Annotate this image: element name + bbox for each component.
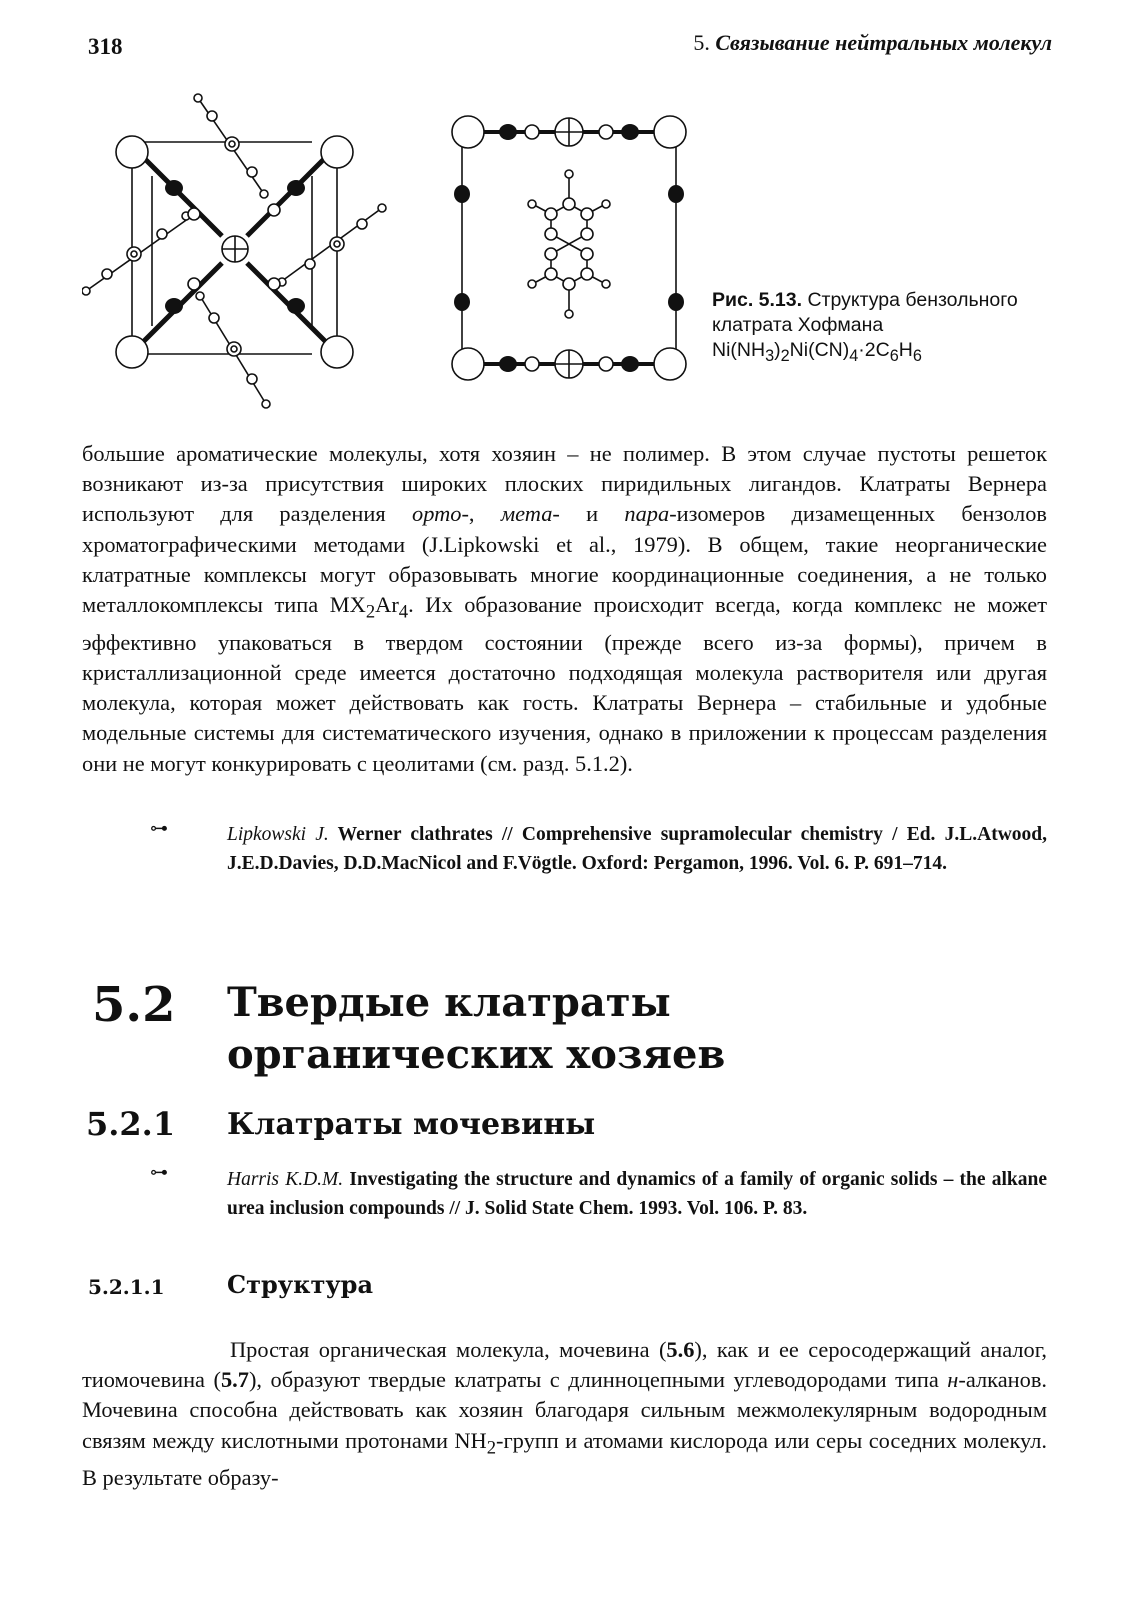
caption-label: Рис. 5.13. (712, 289, 803, 311)
running-head (693, 30, 1052, 56)
paragraph-text: ), как и ее серосодержащий аналог, тиомочевина ( (82, 1337, 1047, 1393)
ortho-term: орто- (412, 501, 469, 527)
subscript: 2 (365, 601, 376, 623)
section-title-line: Твердые клатраты (227, 979, 671, 1026)
separator: , (468, 501, 501, 527)
italic-n: н (947, 1367, 959, 1393)
page-number: 318 (88, 34, 123, 59)
reference-text: Investigating the structure and dynamics of a family of organic solids – the alkane urea inclusion compounds // J. Solid State Chem. 1993. Vol. 106. P. 83. (227, 1169, 1047, 1219)
section-title-5-2-1-1: Структура (227, 1270, 374, 1299)
section-number-5-2-1: 5.2.1 (86, 1105, 176, 1143)
section-title-5-2-1: Клатраты мочевины (227, 1107, 596, 1142)
paragraph-text: -алканов. Мочевина способна действовать как хозяин благодаря сильным межмолекулярным водородным связям между кислотными протонами NH (82, 1367, 1047, 1453)
paragraph-werner-clathrates (82, 439, 1047, 779)
paragraph-text: Ar (375, 592, 399, 618)
separator: и (559, 501, 625, 527)
subscript: 4 (398, 601, 409, 623)
compound-ref: 5.7 (220, 1367, 249, 1393)
compound-ref: 5.6 (666, 1337, 695, 1362)
reference-text: Werner clathrates // Comprehensive supramolecular chemistry / Ed. J.L.Atwood, J.E.D.Davies, D.D.MacNicol and F.Vögtle. Oxford: Pergamon, 1996. Vol. 6. P. 691–714. (227, 824, 1047, 874)
benzene-clathrate-projection (446, 110, 692, 386)
section-title-line: органических хозяев (227, 1031, 726, 1078)
reference-author: Lipkowski J. (227, 824, 329, 845)
section-title-5-2 (227, 977, 725, 1081)
paragraph-text: -групп и атомами кислорода или серы соседних молекул. В результате образу- (82, 1427, 1047, 1491)
chapter-number: 5. (693, 30, 710, 55)
caption-formula: $Ni(NH_3)_2Ni(CN)_4\cdot 2C_6H_6$ (712, 339, 922, 365)
key-icon: ⊶ (150, 818, 168, 838)
key-icon: ⊶ (150, 1162, 168, 1182)
hofmann-lattice-diagram (82, 86, 404, 416)
paragraph-text: Простая органическая молекула, мочевина ( (230, 1337, 667, 1362)
paragraph-urea-structure (82, 1335, 1047, 1493)
paragraph-text: ), образуют твердые клатраты с длинноцепными углеводородами типа (248, 1367, 948, 1393)
section-number-5-2: 5.2 (92, 977, 176, 1033)
caption-text: Структура бензольного клатрата Хофмана (712, 289, 1018, 336)
figure-caption (712, 288, 1042, 369)
paragraph-text: большие ароматические молекулы, хотя хозяин – не полимер. В этом случае пустоты решеток возникают из-за присутствия широких плоских пиридильных лигандов. Клатраты Вернера используют для разделения (82, 441, 1047, 527)
paragraph-text: . Их образование происходит всегда, когда комплекс не может эффективно упаковаться в твердом состоянии (прежде всего из-за формы), причем в кристаллизационной среде имеется достаточно подходящая молекула растворителя или другая молекула, которая может действовать как гость. Клатраты Вернера – стабильные и удобные модельные системы для систематического изучения, однако в приложении к процессам разделения они не могут конкурировать с цеолитами (см. разд. 5.1.2). (82, 592, 1047, 776)
paragraph-text: изомеров дизамещенных бензолов хроматографическими методами (J.Lipkowski et al., 1979). В общем, такие неорганические клатратные комплексы могут образовывать многие координационные соединения, а не только металлокомплексы типа MX (82, 501, 1047, 618)
chapter-title: Связывание нейтральных молекул (715, 30, 1052, 55)
meta-term: мета- (500, 501, 560, 527)
reference-author: Harris K.D.M. (227, 1169, 344, 1190)
reference-harris (227, 1165, 1047, 1223)
reference-lipkowski (227, 820, 1047, 878)
section-number-5-2-1-1: 5.2.1.1 (88, 1275, 165, 1299)
para-term: пара- (624, 501, 677, 527)
subscript: 2 (486, 1437, 497, 1459)
